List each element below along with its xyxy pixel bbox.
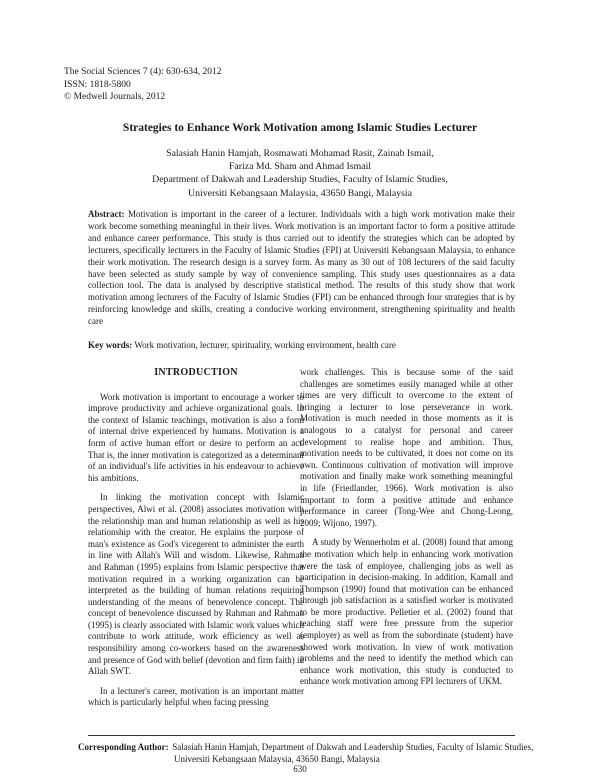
journal-header bbox=[64, 66, 222, 104]
left-column bbox=[88, 367, 304, 717]
intro-paragraph-1: Work motivation is important to encourage a worker to improve productivity and achieve organizational goals. In the context of Islamic teachings, motivation is also a form of internal drive experienced by humans. Motivation is a form of active human effort or desire to perform an act. That is, the inner motivation is categorized as a determinant of an individual's life activities in his endeavour to achieve his ambitions. bbox=[88, 391, 304, 483]
author-block bbox=[60, 147, 540, 200]
abstract bbox=[88, 209, 515, 328]
journal-citation: The Social Sciences 7 (4): 630-634, 2012 bbox=[64, 67, 222, 77]
abstract-label: Abstract: bbox=[88, 209, 125, 219]
paper-title: Strategies to Enhance Work Motivation among Islamic Studies Lecturer bbox=[122, 122, 478, 134]
corresponding-line-2: Universiti Kebangsaan Malaysia, 43650 Bangi, Malaysia bbox=[174, 753, 380, 764]
corresponding-author bbox=[78, 742, 548, 765]
issn: ISSN: 1818-5800 bbox=[64, 79, 131, 90]
page-number: 630 bbox=[293, 764, 307, 774]
affiliation-line-2: Universiti Kebangsaan Malaysia, 43650 Bangi, Malaysia bbox=[188, 187, 412, 199]
keywords-label: Key words: bbox=[88, 340, 133, 350]
author-names-line-2: Fariza Md. Sham and Ahmad Ismail bbox=[228, 161, 372, 173]
intro-paragraph-2: In linking the motivation concept with Islamic perspectives, Alwi et al. (2008) associates motivation with the relationship man and human relationship as well as his relationship with the creator. He explains the purpose of man's existence as God's vicegerent to administer the earth in line with Allah's Will and wisdom. Likewise, Rahman and Rahman (1995) explains from Islamic perspective that motivation required in a working organization can be interpreted as the building of human relations requiring understanding of the means of benevolence concept. The concept of benevolence discussed by Rahman and Rahman (1995) is clearly associated with Islamic work values which contribute to work attitude, work efficiency as well as responsibility among co-workers based on the awareness and presence of God with belief (devotion and firm faith) in Allah SWT. bbox=[88, 492, 304, 677]
footnote-rule bbox=[88, 735, 515, 736]
intro-paragraph-3: In a lecturer's career, motivation is an important matter which is particularly helpful when facing pressing bbox=[88, 685, 304, 708]
author-names-line-1: Salasiah Hanin Hamjah, Rosmawati Mohamad Rasit, Zainab Ismail, bbox=[166, 148, 434, 159]
corresponding-line-1: Salasiah Hanin Hamjah, Department of Dakwah and Leadership Studies, Faculty of Islamic Studies, bbox=[172, 742, 534, 752]
section-heading-introduction: INTRODUCTION bbox=[154, 367, 238, 378]
corresponding-label: Corresponding Author: bbox=[78, 742, 169, 752]
right-paragraph-2: A study by Wennerholm et al. (2008) found that among the motivation which help in enhancing work motivation were the task of employee, challenging jobs as well as participation in decision-making. In addition, Kamall and Thompson (1990) found that motivation can be enhanced through job satisfaction as a satisfied worker is motivated to be more productive. Pelletier et al. (2002) found that teaching staff were free pressure from the superior (employer) as well as from the subordinate (student) have showed work motivation. In view of work motivation problems and the need to identify the method which can enhance work motivation, this study is conducted to enhance work motivation among FPI lecturers of UKM. bbox=[300, 537, 513, 687]
right-column bbox=[300, 367, 513, 696]
copyright: © Medwell Journals, 2012 bbox=[64, 92, 166, 102]
abstract-text: Motivation is important in the career of a lecturer. Individuals with a high work motivation make their work become something meaningful in their lives. Work motivation is an important factor to form a positive attitude and enhance career performance. This study is thus carried out to identify the strategies which can be adopted by lecturers, specifically lecturers in the Faculty of Islamic Studies (FPI) at Universiti Kebangsaan Malaysia, to enhance their work motivation. The research design is a survey form. As many as 30 out of 108 lecturers of the said faculty have been selected as study sample by way of convenience sampling. This study uses questionnaires as a data collection tool. The data is analysed by descriptive statistical method. The results of this study show that work motivation among lecturers of the Faculty of Islamic Studies (FPI) can be enhanced through four strategies that is by reinforcing knowledge and skills, creating a conducive working environment, strengthening spirituality and health care bbox=[88, 209, 516, 327]
keywords bbox=[88, 340, 515, 350]
affiliation-line-1: Department of Dakwah and Leadership Studies, Faculty of Islamic Studies, bbox=[152, 174, 448, 186]
right-paragraph-1: work challenges. This is because some of the said challenges are sometimes easily managed while at other times are very difficult to overcome to the extent of bringing a lecturer to lose perseverance in work. Motivation is much needed in those moments as it is analogous to a catalyst for personal and career development to realise hope and ambition. Thus, motivation needs to be cultivated, it does not come on its own. Continuous cultivation of motivation will improve motivation and finally make work something meaningful in life (Friedlander, 1966). Work motivation is also important to form a positive attitude and enhance performance in career (Tong-Wee and Chong-Leong, 2009; Wijono, 1997). bbox=[300, 367, 513, 528]
keywords-text: Work motivation, lecturer, spirituality, working environment, health care bbox=[134, 340, 396, 350]
